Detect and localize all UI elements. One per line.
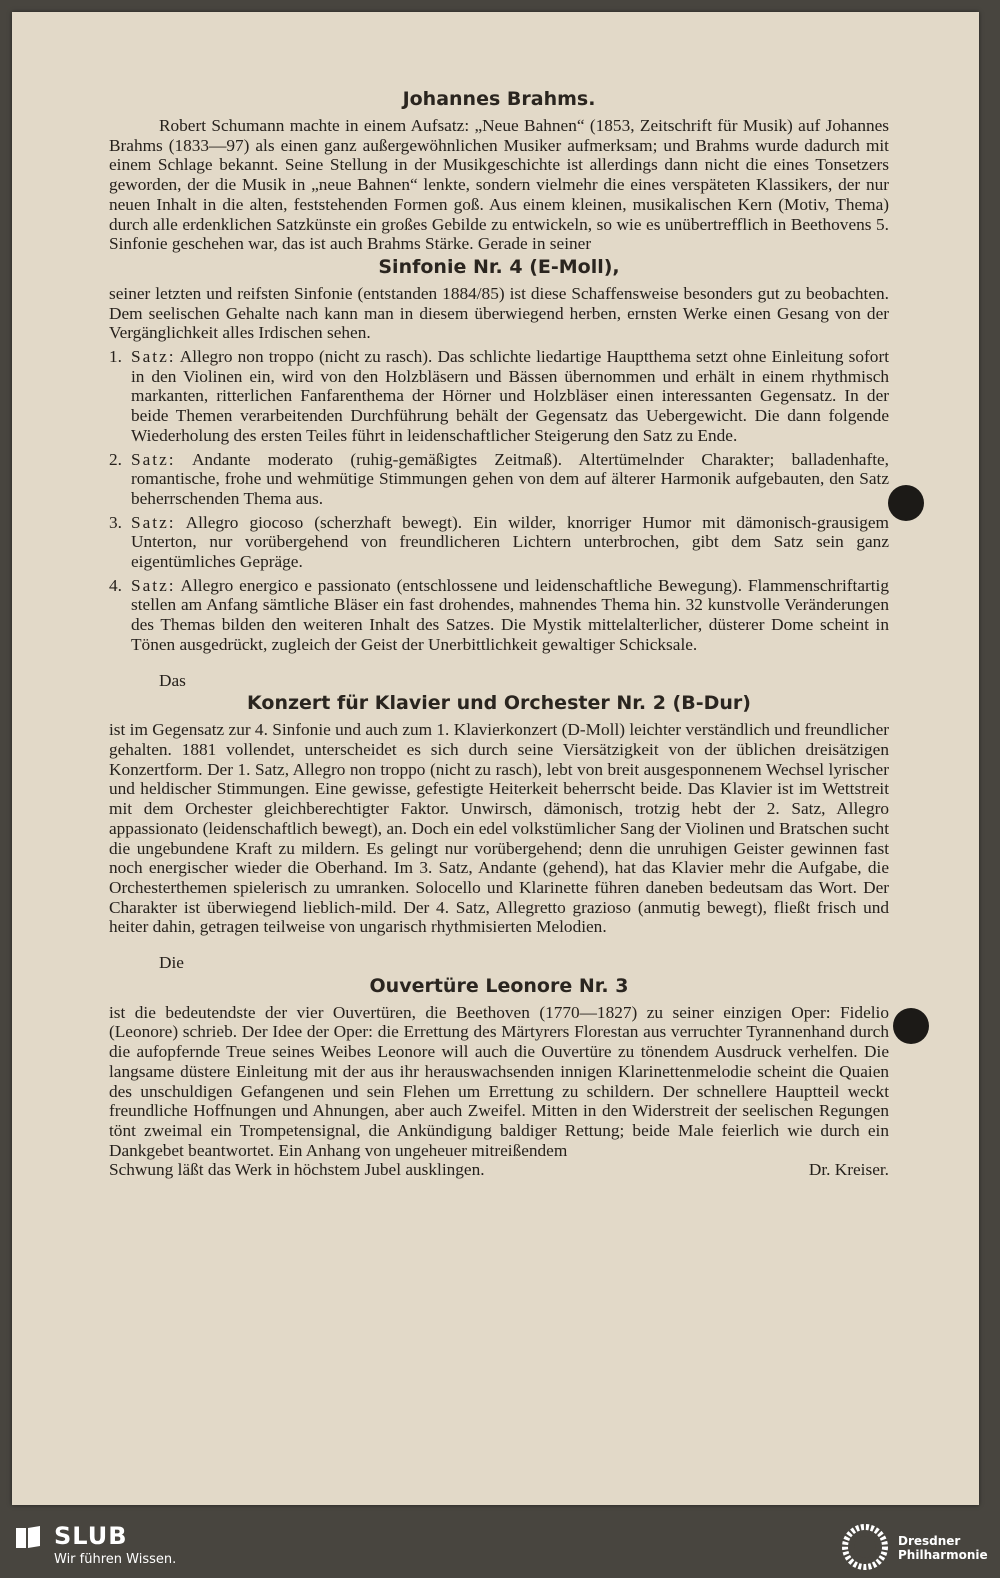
movement-1	[109, 347, 889, 446]
movement-label: Satz:	[131, 512, 176, 532]
movement-2	[109, 450, 889, 509]
paragraph-konzert: ist im Gegensatz zur 4. Sinfonie und auch zum 1. Klavierkonzert (D-Moll) leichter verständlich und freundlicher gehalten. 1881 vollendet, unterscheidet es sich durch seine Viersätzigkeit von der üblichen dreisätzigen Konzertform. Der 1. Satz, Allegro non troppo (nicht zu rasch), lebt von breit ausgesponnenem Wechsel lyrischer und heldischer Stimmungen. Eine gewisse, gefestigte Heiterkeit beherrscht beide. Das Klavier ist im Wettstreit mit dem Orchester gleichberechtigter Faktor. Unwirsch, dämonisch, trotzig hebt der 2. Satz, Allegro appassionato (leidenschaftlich bewegt), an. Doch ein edel volkstümlicher Sang der Violinen und Bratschen sucht die ungebundene Kraft zu mildern. Es gelingt nur vorübergehend; denn die unruhigen Geister gewinnen fast noch energischer wieder die Oberhand. Im 3. Satz, Andante (gehend), hat das Klavier mehr die Aufgabe, die Orchesterthemen spielerisch zu umranken. Solocello und Klarinette führen daneben bedeutsam das Wort. Der Charakter ist überwiegend lieblich-mild. Der 4. Satz, Allegretto grazioso (anmutig bewegt), fließt frisch und heiter dahin, getragen teilweise von ungarisch rhythmisierten Melodien.	[109, 720, 889, 937]
dresdner-philharmonie-logo-icon	[840, 1522, 890, 1572]
movement-label: Satz:	[131, 347, 176, 367]
punch-hole-top	[888, 485, 924, 521]
document-page	[12, 12, 979, 1505]
heading-sinfonie-nr-4: Sinfonie Nr. 4 (E-Moll),	[378, 255, 620, 278]
punch-hole-bottom	[893, 1008, 929, 1044]
partner-name-line2: Philharmonie	[898, 1548, 988, 1562]
movement-text: Andante moderato (ruhig-gemäßigtes Zeitmaß). Altertümelnder Charakter; balladenhafte, romantische, frohe und wehmütige Stimmungen gehen von dem auf älterer Harmonik aufgebauten, den Satz beherrschenden Thema aus.	[131, 449, 889, 508]
movement-number: 1.	[109, 347, 122, 367]
movement-number: 4.	[109, 575, 122, 595]
movement-label: Satz:	[131, 449, 176, 469]
paragraph-sinfonie: seiner letzten und reifsten Sinfonie (entstanden 1884/85) ist diese Schaffensweise besonders gut zu beobachten. Dem seelischen Gehalte nach kann man in diesem überwiegend herben, ernsten Werke einen Gesang von der Vergänglichkeit alles Irdischen sehen.	[109, 283, 889, 343]
paragraph-intro: Robert Schumann machte in einem Aufsatz: „Neue Bahnen“ (1853, Zeitschrift für Musik) auf Johannes Brahms (1833—97) als einen ganz außergewöhnlichen Musiker aufmerksam; und Brahms wurde dadurch mit einem Schlage bekannt. Seine Stellung in der Musikgeschichte ist allerdings dann nicht die eines Tonsetzers geworden, der die Musik in „neue Bahnen“ lenkte, sondern vielmehr die eines verspäteten Klassikers, der nur neuen Inhalt in die alten, feststehenden Formen goß. Aus einem kleinen, musikalischen Kern (Motiv, Thema) durch alle erdenklichen Satzkünste ein großes Gebilde zu entwickeln, so wie es unübertrefflich in Beethovens 5. Sinfonie geschehen war, das ist auch Brahms Stärke. Gerade in seiner	[109, 116, 889, 254]
movement-4	[109, 576, 889, 655]
slub-tagline: Wir führen Wissen.	[54, 1552, 177, 1567]
movement-label: Satz:	[131, 575, 176, 595]
footer-bar	[0, 1518, 1000, 1578]
document-content	[109, 88, 889, 1180]
paragraph-ouverture: ist die bedeutendste der vier Ouvertüren, die Beethoven (1770—1827) zu seiner einzigen Oper: Fidelio (Leonore) schrieb. Der Idee der Oper: die Errettung des Märtyrers Florestan aus verruchter Tyrannenhand durch die aufopfernde Treue seines Weibes Leonore will auch die Ouvertüre zu tönendem Ausdruck verhelfen. Die langsame düstere Einleitung mit der aus ihr herauswachsenden innigen Klarinettenmelodie scheint die Quaien des unschuldigen Gefangenen und sein Flehen um Errettung zu schildern. Der schnellere Hauptteil weckt freundliche Hoffnungen und Ahnungen, aber auch Zweifel. Mitten in den Widerstreit der seelischen Regungen tönt zweimal ein Trompetensignal, die Ankündigung baldiger Rettung; beide Male feierlich wie durch ein Dankgebet beantwortet. Ein Anhang von ungeheuer mitreißendem	[109, 1002, 889, 1160]
heading-johannes-brahms: Johannes Brahms.	[402, 88, 596, 110]
closing-line	[109, 1160, 889, 1180]
movement-text: Allegro energico e passionato (entschlossene und leidenschaftliche Bewegung). Flammenschriftartig stellen am Anfang sämtliche Bläser ein fast drohendes, mahnendes Thema hin. 32 kunstvolle Veränderungen des Themas bilden den weiteren Inhalt des Satzes. Die Mystik mittelalterlicher, düsterer Dome scheint in Tönen ausgedrückt, zugleich der Geist der Unerbittlichkeit gewaltiger Schicksale.	[131, 575, 889, 654]
movement-text: Allegro giocoso (scherzhaft bewegt). Ein wilder, knorriger Humor mit dämonisch-grausigem Unterton, nur vorübergehend von freundlicheren Lichtern unterbrochen, gibt dem Satz sein ganz eigentümliches Gepräge.	[131, 512, 889, 572]
heading-klavierkonzert-nr-2: Konzert für Klavier und Orchester Nr. 2 (B-Dur)	[247, 692, 751, 715]
signature: Dr. Kreiser.	[808, 1160, 889, 1180]
movement-number: 2.	[109, 449, 122, 469]
lead-word-das: Das	[159, 670, 186, 690]
lead-word-die: Die	[159, 953, 184, 973]
slub-logo-icon	[14, 1524, 42, 1552]
partner-name-line1: Dresdner	[898, 1534, 961, 1548]
heading-ouverture-leonore: Ouvertüre Leonore Nr. 3	[369, 974, 629, 997]
movement-text: Allegro non troppo (nicht zu rasch). Das schlichte liedartige Hauptthema setzt ohne Einleitung sofort in den Violinen ein, wird von den Holzbläsern und Bässen übernommen und erhält in einem rhythmisch markanten, ritterlichen Fanfarenthema der Hörner und Holzbläser einen interessanten Gegensatz. In der beide Themen verarbeitenden Durchführung behält der Gegensatz das Uebergewicht. Die dann folgende Wiederholung des ersten Teiles führt in leidenschaftlicher Steigerung den Satz zu Ende.	[131, 347, 889, 445]
slub-name: SLUB	[54, 1522, 128, 1550]
movement-3	[109, 513, 889, 572]
partner-name	[898, 1534, 988, 1562]
movement-number: 3.	[109, 512, 122, 532]
paragraph-ouverture-end: Schwung läßt das Werk in höchstem Jubel ausklingen.	[109, 1160, 485, 1180]
